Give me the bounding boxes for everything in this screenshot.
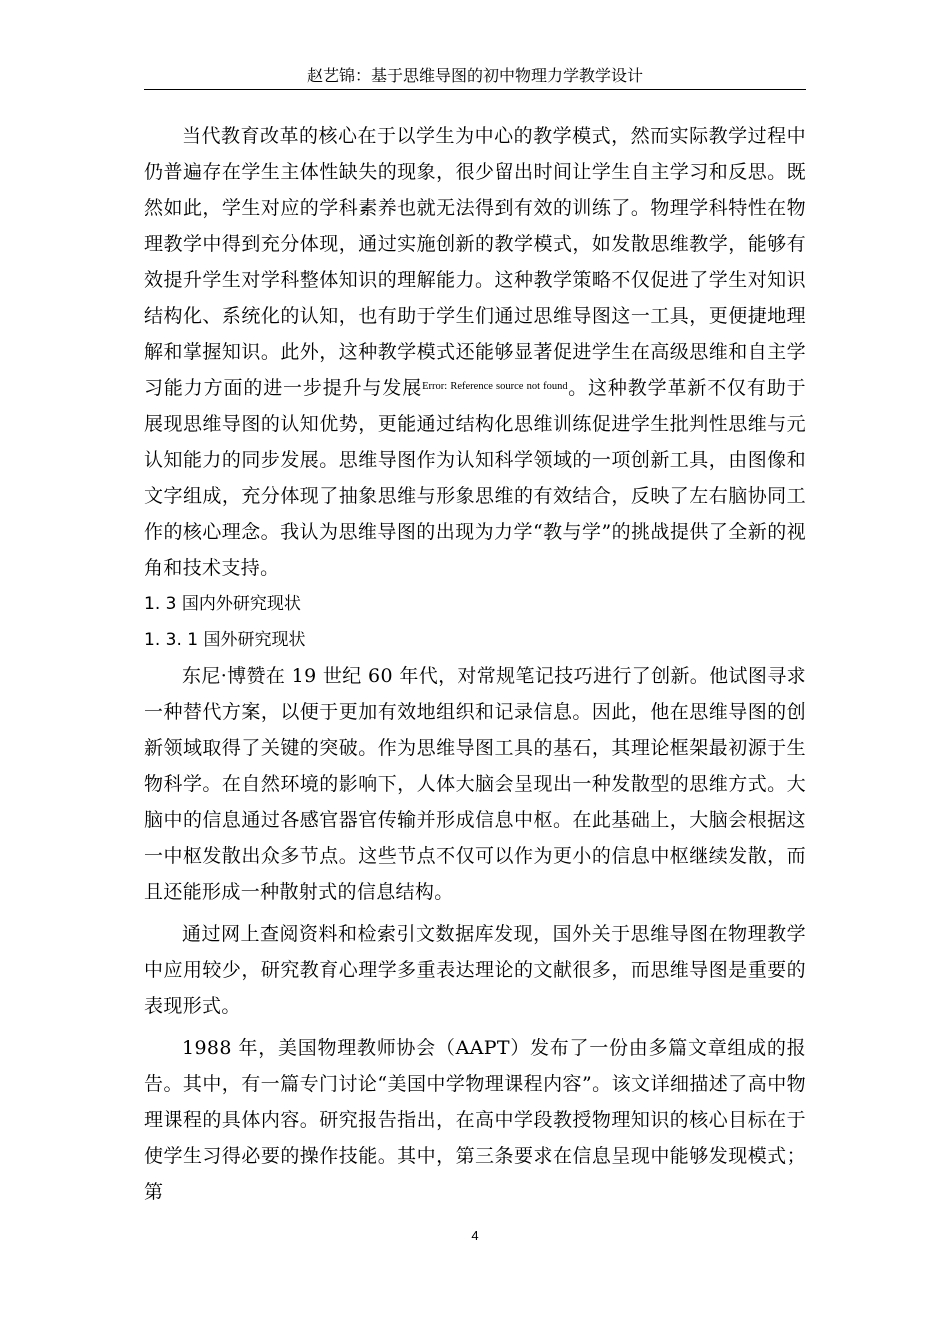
- document-body: [144, 118, 806, 1210]
- section-heading-research-status: 1. 3 国内外研究现状: [144, 594, 301, 614]
- subsection-heading-foreign-research: 1. 3. 1 国外研究现状: [144, 630, 306, 650]
- paragraph-education-reform: [144, 118, 806, 586]
- paragraph-literature-search: 通过网上查阅资料和检索引文数据库发现，国外关于思维导图在物理教学中应用较少，研究教育心理学多重表达理论的文献很多，而思维导图是重要的表现形式。: [144, 923, 806, 1017]
- page-number: 4: [471, 1228, 479, 1243]
- reference-error-marker: Error: Reference source not found: [422, 381, 568, 392]
- paragraph-aapt-report: 1988 年，美国物理教师协会（AAPT）发布了一份由多篇文章组成的报告。其中，有一篇专门讨论“美国中学物理课程内容”。该文详细描述了高中物理课程的具体内容。研究报告指出，在高中学段教授物理知识的核心目标在于使学生习得必要的操作技能。其中，第三条要求在信息呈现中能够发现模式；第: [144, 1037, 806, 1203]
- running-header: 赵艺锦：基于思维导图的初中物理力学教学设计: [144, 62, 806, 90]
- paragraph-text-continued: 。这种教学革新不仅有助于展现思维导图的认知优势，更能通过结构化思维训练促进学生批判性思维与元认知能力的同步发展。思维导图作为认知科学领域的一项创新工具，由图像和文字组成，充分体现了抽象思维与形象思维的有效结合，反映了左右脑协同工作的核心理念。我认为思维导图的出现为力学“教与学”的挑战提供了全新的视角和技术支持。: [144, 377, 807, 579]
- paragraph-tony-buzan: 东尼·博赞在 19 世纪 60 年代，对常规笔记技巧进行了创新。他试图寻求一种替代方案，以便于更加有效地组织和记录信息。因此，他在思维导图的创新领域取得了关键的突破。作为思维导图工具的基石，其理论框架最初源于生物科学。在自然环境的影响下，人体大脑会呈现出一种发散型的思维方式。大脑中的信息通过各感官器官传输并形成信息中枢。在此基础上，大脑会根据这一中枢发散出众多节点。这些节点不仅可以作为更小的信息中枢继续发散，而且还能形成一种散射式的信息结构。: [144, 665, 806, 903]
- paragraph-text: 当代教育改革的核心在于以学生为中心的教学模式，然而实际教学过程中仍普遍存在学生主体性缺失的现象，很少留出时间让学生自主学习和反思。既然如此，学生对应的学科素养也就无法得到有效的训练了。物理学科特性在物理教学中得到充分体现，通过实施创新的教学模式，如发散思维教学，能够有效提升学生对学科整体知识的理解能力。这种教学策略不仅促进了学生对知识结构化、系统化的认知，也有助于学生们通过思维导图这一工具，更便捷地理解和掌握知识。此外，这种教学模式还能够显著促进学生在高级思维和自主学习能力方面的进一步提升与发展: [144, 125, 806, 399]
